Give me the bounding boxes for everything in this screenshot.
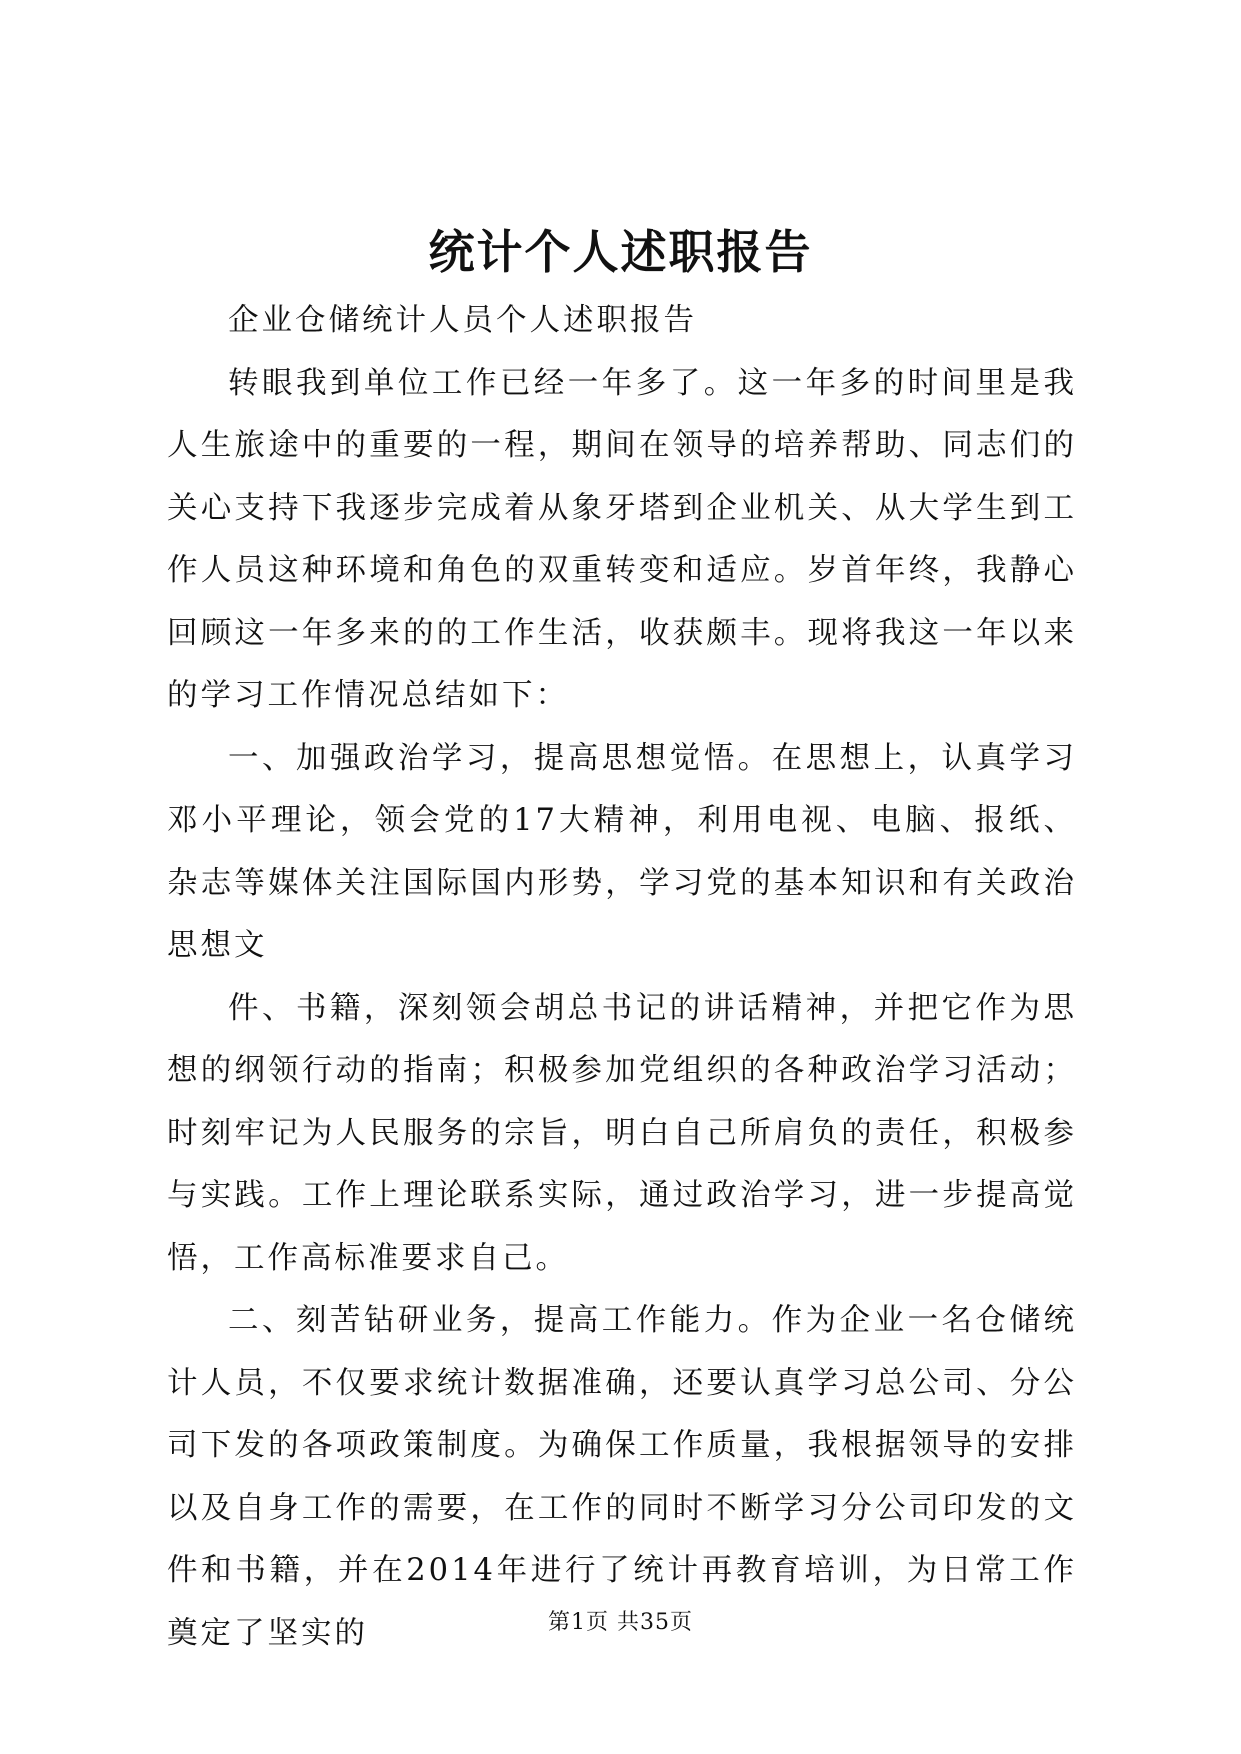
- section-one-paragraph: 一、加强政治学习，提高思想觉悟。在思想上，认真学习邓小平理论，领会党的17大精神，利用电视、电脑、报纸、杂志等媒体关注国际国内形势，学习党的基本知识和有关政治思想文: [167, 740, 1077, 963]
- subtitle-paragraph: 企业仓储统计人员个人述职报告: [228, 303, 697, 338]
- intro-paragraph: 转眼我到单位工作已经一年多了。这一年多的时间里是我人生旅途中的重要的一程，期间在领导的培养帮助、同志们的关心支持下我逐步完成着从象牙塔到企业机关、从大学生到工作人员这种环境和角色的双重转变和适应。岁首年终，我静心回顾这一年多来的的工作生活，收获颇丰。现将我这一年以来的学习工作情况总结如下：: [167, 365, 1077, 713]
- section-one-continued-paragraph: 件、书籍，深刻领会胡总书记的讲话精神，并把它作为思想的纲领行动的指南；积极参加党组织的各种政治学习活动；时刻牢记为人民服务的宗旨，明白自己所肩负的责任，积极参与实践。工作上理论联系实际，通过政治学习，进一步提高觉悟，工作高标准要求自己。: [167, 990, 1077, 1276]
- document-body: [167, 290, 1077, 1665]
- document-title: 统计个人述职报告: [428, 225, 813, 279]
- page-number-footer: 第1页 共35页: [548, 1610, 693, 1635]
- section-two-paragraph: 二、刻苦钻研业务，提高工作能力。作为企业一名仓储统计人员，不仅要求统计数据准确，还要认真学习总公司、分公司下发的各项政策制度。为确保工作质量，我根据领导的安排以及自身工作的需要，在工作的同时不断学习分公司印发的文件和书籍，并在2014年进行了统计再教育培训，为日常工作奠定了坚实的: [167, 1303, 1077, 1651]
